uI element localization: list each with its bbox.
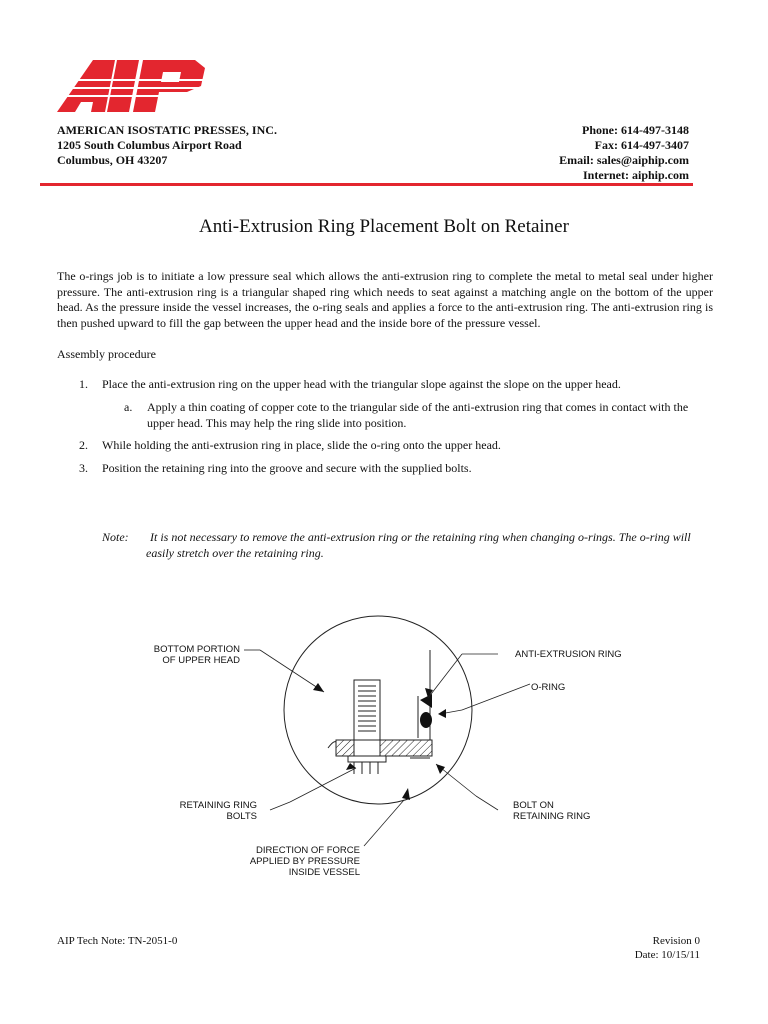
- tech-note-id: AIP Tech Note: TN-2051-0: [57, 935, 178, 947]
- bolt-shank: [354, 680, 380, 744]
- label-upper-head-line1: BOTTOM PORTION: [153, 644, 240, 655]
- contact-block: [559, 123, 689, 183]
- header-divider: [40, 183, 693, 186]
- procedure-heading: Assembly procedure: [57, 347, 156, 361]
- step-3-number: 3.: [79, 461, 88, 475]
- label-retaining-ring-bolts: [160, 800, 257, 822]
- label-anti-extrusion-ring: ANTI-EXTRUSION RING: [515, 649, 622, 660]
- label-upper-head-line2: OF UPPER HEAD: [162, 655, 240, 666]
- label-bolt-on-line2: RETAINING RING: [513, 811, 591, 822]
- date: Date: 10/15/11: [634, 949, 700, 961]
- label-upper-head: [150, 644, 240, 666]
- bolt-through-ring: [354, 740, 380, 756]
- retaining-ring: [336, 740, 432, 756]
- document-title: Anti-Extrusion Ring Placement Bolt on Retainer: [199, 216, 569, 237]
- step-1a-letter: a.: [124, 400, 133, 414]
- email: Email: sales@aiphip.com: [559, 153, 689, 167]
- step-3-text: Position the retaining ring into the groove and secure with the supplied bolts.: [102, 461, 472, 475]
- address-line1: 1205 South Columbus Airport Road: [57, 138, 242, 152]
- company-name: AMERICAN ISOSTATIC PRESSES, INC.: [57, 123, 277, 137]
- fax: Fax: 614-497-3407: [594, 138, 689, 152]
- step-1-text: Place the anti-extrusion ring on the upper head with the triangular slope against the slope on the upper head.: [102, 377, 621, 391]
- intro-paragraph: The o-rings job is to initiate a low pressure seal which allows the anti-extrusion ring to complete the metal to metal seal under higher pressure. The anti-extrusion ring is a triangular shaped ring which needs to seat against a matching angle on the bottom of the upper head. As the pressure inside the vessel increases, the o-ring seals and applies a force to the anti-extrusion ring. The anti-extrusion ring is then pushed upward to fill the gap between the upper head and the inside bore of the pressure vessel.: [57, 269, 713, 330]
- revision: Revision 0: [652, 935, 700, 947]
- step-2-text: While holding the anti-extrusion ring in place, slide the o-ring onto the upper head.: [102, 438, 501, 452]
- phone: Phone: 614-497-3148: [582, 123, 689, 137]
- company-block: [57, 123, 277, 168]
- label-bolts-line2: BOLTS: [226, 811, 257, 822]
- note-label: Note:: [102, 530, 129, 544]
- label-force-line1: DIRECTION OF FORCE: [256, 845, 360, 856]
- step-2-number: 2.: [79, 438, 88, 452]
- o-ring-shape: [420, 712, 432, 728]
- label-o-ring: O-RING: [531, 682, 566, 693]
- aip-logo: [55, 58, 221, 114]
- label-bolts-line1: RETAINING RING: [179, 800, 257, 811]
- note-text: It is not necessary to remove the anti-extrusion ring or the retaining ring when changing o-rings. The o-ring will easily stretch over the retaining ring.: [146, 530, 691, 560]
- label-force-line2: APPLIED BY PRESSURE: [249, 856, 360, 867]
- logo-text: AIP: [55, 58, 57, 59]
- bolt-head: [348, 756, 386, 762]
- head-contour: [328, 742, 336, 748]
- address-line2: Columbus, OH 43207: [57, 153, 168, 167]
- step-1-number: 1.: [79, 377, 88, 391]
- anti-extrusion-ring-shape: [420, 694, 432, 708]
- label-direction-of-force: [230, 845, 360, 878]
- assembly-diagram: [140, 590, 620, 890]
- footer-right: [635, 934, 700, 962]
- label-bolt-on-line1: BOLT ON: [513, 800, 554, 811]
- label-force-line3: INSIDE VESSEL: [288, 867, 360, 878]
- step-1a-text: Apply a thin coating of copper cote to the triangular side of the anti-extrusion ring that comes in contact with the upper head. This may help the ring slide into position.: [147, 400, 689, 430]
- internet: Internet: aiphip.com: [583, 168, 689, 182]
- label-bolt-on-retaining-ring: [513, 800, 590, 822]
